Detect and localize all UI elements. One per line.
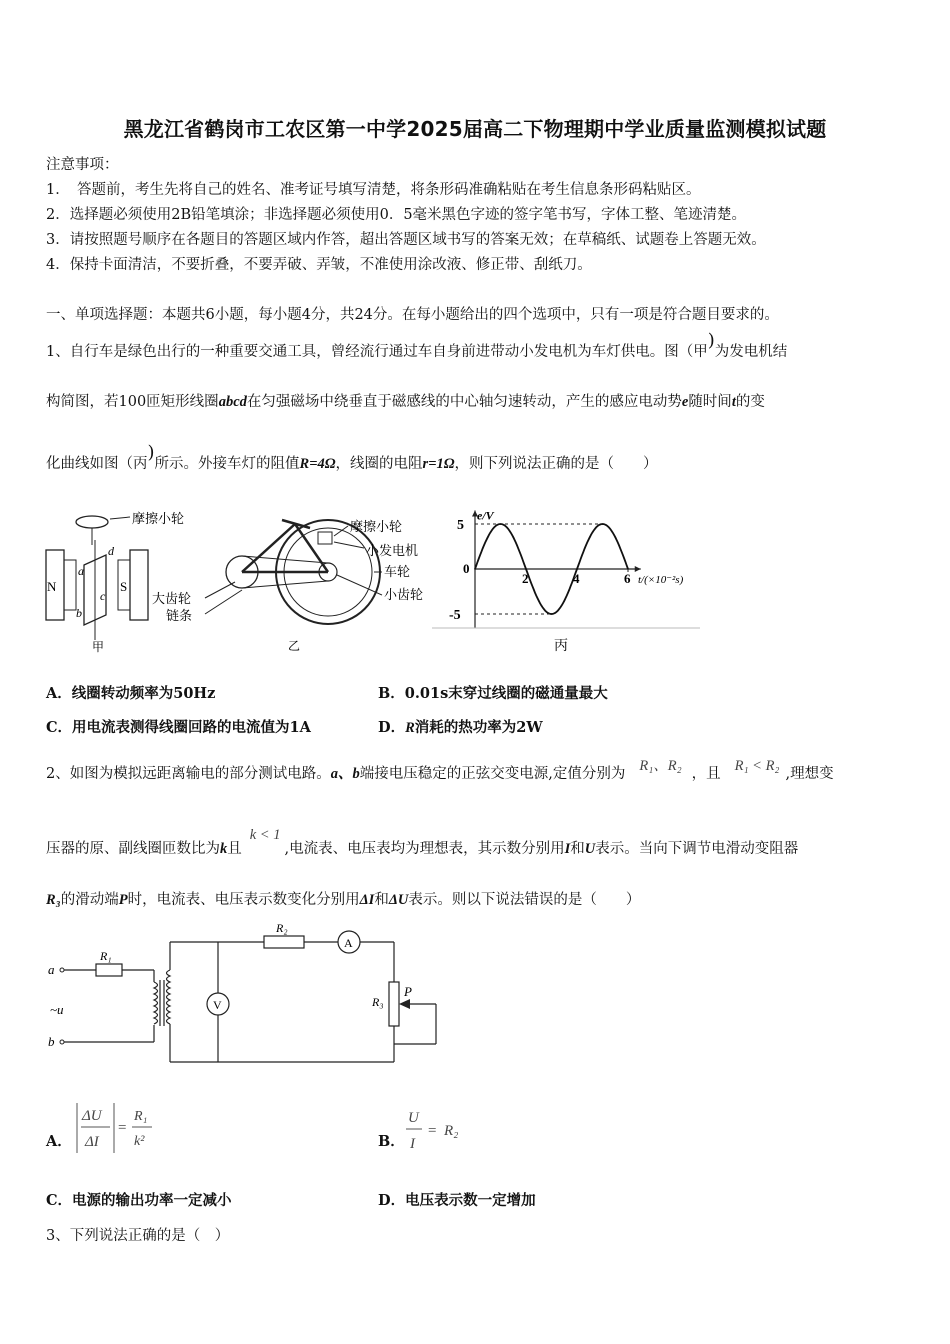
q2-option-b[interactable] <box>378 1130 405 1151</box>
circuit-p: P <box>404 984 412 999</box>
x-axis-label: t/(×10⁻²s) <box>638 574 684 586</box>
formula-a-den: ΔI <box>85 1134 99 1150</box>
q2-var: R₃ <box>46 892 61 908</box>
q2-option-a-label: A． <box>46 1133 72 1150</box>
q2-line-3 <box>46 888 640 909</box>
jia-label-top: 摩擦小轮 <box>132 511 185 526</box>
q1-option-d-text: 消耗的热功率为2W <box>414 719 543 736</box>
q1-option-d-var: R <box>405 720 415 736</box>
svg-text:=: = <box>428 1123 437 1139</box>
q2-var: I <box>564 841 571 857</box>
q1-text: ，线圈的电阻 <box>335 456 423 472</box>
q1-option-a[interactable]: A．线圈转动频率为50Hz <box>46 685 216 702</box>
q2-math-r1r2: R₁、R₂ <box>639 758 682 774</box>
ytick-label: 5 <box>457 518 464 533</box>
notice-heading: 注意事项： <box>46 157 119 173</box>
data-point <box>563 600 565 602</box>
yi-label-small-gear: 小齿轮 <box>384 587 424 602</box>
q1-text: 随时间 <box>688 394 732 410</box>
page-title: 黑龙江省鹤岗市工农区第一中学2025届高二下物理期中学业质量监测模拟试题 <box>123 117 827 141</box>
circuit-r2: R₂ <box>276 921 288 935</box>
q2-var: ΔU <box>388 892 409 908</box>
yi-label-wheel: 车轮 <box>384 564 411 579</box>
q2-line-2 <box>46 827 799 858</box>
circuit-r3: R₃ <box>372 995 384 1009</box>
q2-var: U <box>584 841 596 857</box>
q2-var: a、b <box>330 766 360 782</box>
q2-option-a-formula <box>72 1098 172 1158</box>
voltmeter: V <box>213 998 222 1012</box>
q1-var: e <box>681 394 689 410</box>
x-axis-arrow <box>635 566 641 572</box>
jia-caption: 甲 <box>92 640 105 654</box>
q2-math-cond: R₁ < R₂ <box>734 758 780 774</box>
q1-text: 构简图，若100匝矩形线圈 <box>46 394 219 410</box>
q1-option-d[interactable] <box>378 716 543 737</box>
yi-caption: 乙 <box>288 639 301 653</box>
q2-text: 和 <box>374 892 389 908</box>
q1-text: 化曲线如图（丙 <box>46 456 148 472</box>
ammeter: A <box>344 936 353 950</box>
q1-text: 在匀强磁场中绕垂直于磁感线的中心轴匀速转动，产生的感应电动势 <box>246 394 682 410</box>
figure-circuit <box>44 920 444 1070</box>
xtick-label: 2 <box>522 571 529 586</box>
q2-text: 压器的原、副线圈匝数比为 <box>46 841 220 857</box>
jia-S: S <box>120 579 128 594</box>
q1-text: 为发电机结 <box>714 344 788 360</box>
q2-text: 且 <box>227 841 242 857</box>
xtick-label: 4 <box>573 571 580 586</box>
data-point <box>589 536 591 538</box>
jia-c: c <box>100 589 106 603</box>
q1-var: r=1Ω <box>422 456 455 472</box>
q2-line-1 <box>46 758 834 783</box>
yi-label-big-gear: 大齿轮 <box>152 591 192 606</box>
q1-text: 1、自行车是绿色出行的一种重要交通工具，曾经流行通过车自身前进带动小发电机为车灯供电。图（甲 <box>46 344 708 360</box>
data-point <box>512 536 514 538</box>
q2-var: P <box>118 892 128 908</box>
q2-text: 时，电流表、电压表示数变化分别用 <box>127 892 360 908</box>
q1-var: abcd <box>218 394 247 410</box>
q2-option-a[interactable] <box>46 1130 72 1151</box>
data-point <box>525 568 527 570</box>
q1-text: 的变 <box>735 394 765 410</box>
q3-stem: 3、下列说法正确的是（ ） <box>46 1228 230 1244</box>
q2-option-b-formula <box>402 1104 482 1154</box>
figure-yi <box>150 510 440 655</box>
xtick-label: 0 <box>463 561 470 576</box>
q2-option-c[interactable]: C．电源的输出功率一定减小 <box>46 1192 232 1209</box>
notice-item-1: 1． 答题前，考生先将自己的姓名、准考证号填写清楚，将条形码准确粘贴在考生信息条形码粘贴区。 <box>46 182 701 198</box>
q2-text: 表示。则以下说法错误的是（ ） <box>408 892 641 908</box>
q2-text: 的滑动端 <box>60 892 119 908</box>
data-point <box>487 536 489 538</box>
data-point <box>576 568 578 570</box>
formula-a-rhs-den: k² <box>134 1134 145 1149</box>
formula-a-rhs-num: R₁ <box>134 1109 148 1124</box>
notice-item-2: 2．选择题必须使用2B铅笔填涂；非选择题必须使用0．5毫米黑色字迹的签字笔书写，字体工整、笔迹清楚。 <box>46 207 747 223</box>
formula-b-num: U <box>408 1110 419 1126</box>
yi-label-friction: 摩擦小轮 <box>350 519 403 534</box>
q2-text: ,电流表、电压表均为理想表，其示数分别用 <box>284 841 565 857</box>
figure-bing-chart <box>432 490 702 660</box>
q2-option-d[interactable]: D．电压表示数一定增加 <box>378 1192 536 1209</box>
jia-b: b <box>76 606 82 620</box>
circuit-a: a <box>48 962 55 977</box>
circuit-u: ~u <box>50 1002 64 1017</box>
section-heading: 一、单项选择题：本题共6小题，每小题4分，共24分。在每小题给出的四个选项中，只有一项是符合题目要求的。 <box>46 307 779 323</box>
formula-b-rhs: R₂ <box>444 1123 459 1139</box>
q2-math-kcond: k < 1 <box>249 827 281 843</box>
q1-text: ，则下列说法正确的是（ ） <box>454 456 658 472</box>
ytick-label: -5 <box>449 608 461 623</box>
q2-text: ,理想变 <box>785 766 834 782</box>
circuit-r1: R₁ <box>100 949 112 963</box>
q2-var: ΔI <box>359 892 375 908</box>
circuit-b: b <box>48 1034 55 1049</box>
q1-option-d-label: D． <box>378 719 406 736</box>
jia-N: N <box>47 579 57 594</box>
q2-var: k <box>220 841 228 857</box>
data-point <box>614 536 616 538</box>
xtick-label: 6 <box>624 571 631 586</box>
data-point <box>474 568 476 570</box>
svg-text:=: = <box>118 1120 127 1136</box>
q1-option-b[interactable]: B．0.01s末穿过线圈的磁通量最大 <box>378 685 608 702</box>
formula-b-den: I <box>410 1136 415 1152</box>
q1-text: 所示。外接车灯的阻值 <box>154 456 300 472</box>
q1-var: t <box>731 394 736 410</box>
q2-text: ，且 <box>691 766 721 782</box>
yi-label-chain: 链条 <box>166 608 193 623</box>
jia-a: a <box>78 564 84 578</box>
data-point <box>538 600 540 602</box>
q2-option-b-label: B． <box>378 1133 405 1150</box>
formula-a-num: ΔU <box>82 1108 102 1124</box>
q1-option-c[interactable]: C．用电流表测得线圈回路的电流值为1A <box>46 719 311 736</box>
q1-line-1: 1、自行车是绿色出行的一种重要交通工具，曾经流行通过车自身前进带动小发电机为车灯供电。图（甲)为发电机结 <box>46 330 788 360</box>
q1-line-3: 化曲线如图（丙)所示。外接车灯的阻值R=4Ω，线圈的电阻r=1Ω，则下列说法正确的是（ ） <box>46 442 658 472</box>
q1-line-2 <box>46 390 765 411</box>
y-axis-label: e/V <box>477 508 494 523</box>
notice-item-4: 4．保持卡面清洁，不要折叠，不要弄破、弄皱，不准使用涂改液、修正带、刮纸刀。 <box>46 257 592 273</box>
notice-item-3: 3．请按照题号顺序在各题目的答题区域内作答，超出答题区域书写的答案无效；在草稿纸、试题卷上答题无效。 <box>46 232 766 248</box>
q2-text: 2、如图为模拟远距离输电的部分测试电路。 <box>46 766 331 782</box>
q2-text: 端接电压稳定的正弦交变电源,定值分别为 <box>359 766 626 782</box>
q1-var: R=4Ω <box>299 456 336 472</box>
yi-label-generator: 小发电机 <box>366 543 419 558</box>
bing-caption: 丙 <box>554 639 568 654</box>
q2-text: 和 <box>570 841 585 857</box>
jia-d: d <box>108 544 114 558</box>
q2-text: 表示。当向下调节电滑动变阻器 <box>595 841 799 857</box>
